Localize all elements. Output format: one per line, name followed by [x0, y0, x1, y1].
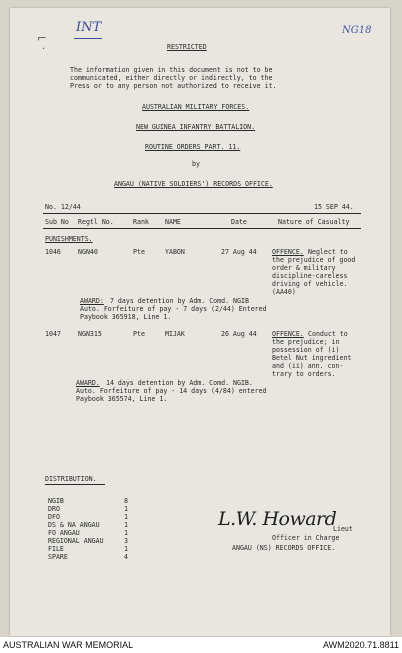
handwritten-int-mark: INT — [76, 20, 102, 35]
entry-1-regtl-no: NGN40 — [78, 248, 98, 256]
distribution-item-qty: 1 — [124, 513, 128, 521]
header-line-1: AUSTRALIAN MILITARY FORCES. — [142, 103, 250, 111]
distribution-item-name: NGIB — [48, 497, 64, 505]
distribution-item-name: REGIONAL ANGAU — [48, 537, 104, 545]
entry-1-rank: Pte — [133, 248, 145, 256]
entry-2-rank: Pte — [133, 330, 145, 338]
signature-office: ANGAU (NS) RECORDS OFFICE. — [232, 544, 336, 552]
entry-1-casualty-line-5: driving of vehicle. — [272, 280, 348, 288]
handwritten-tick: ⌐ — [37, 31, 48, 45]
column-header-rank: Rank — [133, 218, 149, 226]
entry-1-casualty-line-4: discipline-careless — [272, 272, 348, 280]
column-header-regtl-no: Regtl No. — [78, 218, 114, 226]
footer-accession-number: AWM2020.71.8811 — [322, 640, 399, 650]
header-line-3: ROUTINE ORDERS PART. 11. — [145, 143, 241, 151]
entry-1-award-line-2: Auto. Forfeiture of pay - 7 days (2/44) Entered — [80, 305, 267, 313]
entry-1-award-line-1: 7 days detention by Adm. Comd. NGIB — [106, 297, 249, 305]
notice-line-2: communicated, either directly or indirectly, to the — [70, 74, 273, 82]
handwritten-corner-code: NG18 — [342, 25, 372, 36]
distribution-item-qty: 4 — [124, 553, 128, 561]
entry-2-casualty-line-4: Betel Nut ingredient — [272, 354, 352, 362]
footer-institution: AUSTRALIAN WAR MEMORIAL — [3, 640, 134, 650]
classification-label: RESTRICTED — [167, 43, 207, 51]
handwritten-signature: L.W. Howard — [218, 508, 337, 530]
notice-line-1: The information given in this document is not to be — [70, 66, 273, 74]
order-number: No. 12/44 — [45, 203, 81, 211]
entry-1-casualty-line-3: order & military — [272, 264, 336, 272]
column-header-nature: Nature of Casualty — [278, 218, 350, 226]
notice-line-3: Press or to any person not authorized to receive it. — [70, 82, 277, 90]
entry-2-name: MIJAK — [165, 330, 185, 338]
signature-role: Officer in Charge — [272, 534, 340, 542]
order-date: 15 SEP 44. — [314, 203, 354, 211]
entry-2-sub-no: 1047 — [45, 330, 61, 338]
entry-2-casualty-line-1: Conduct to — [308, 330, 348, 338]
entry-2-offence-label: OFFENCE. — [272, 330, 304, 338]
distribution-title-underline — [45, 484, 105, 485]
entry-2-casualty-line-2: the prejudice; in — [272, 338, 340, 346]
column-header-name: NAME — [165, 218, 181, 226]
entry-1-date: 27 Aug 44 — [221, 248, 257, 256]
entry-1-casualty-line-2: the prejudice of good — [272, 256, 356, 264]
document-page — [10, 8, 390, 636]
entry-2-award-line-1: 14 days detention by Adm. Comd. NGIB. — [102, 379, 253, 387]
int-underline — [74, 38, 102, 39]
distribution-item-qty: 1 — [124, 505, 128, 513]
column-header-sub-no: Sub No — [45, 218, 69, 226]
entry-2-date: 26 Aug 44 — [221, 330, 257, 338]
distribution-item-name: DRO — [48, 505, 60, 513]
entry-1-award-line-3: Paybook 365918, Line 1. — [80, 313, 172, 321]
distribution-item-name: FO ANGAU — [48, 529, 80, 537]
entry-2-casualty-line-6: trary to orders. — [272, 370, 336, 378]
distribution-item-name: DFO — [48, 513, 60, 521]
distribution-item-qty: 1 — [124, 521, 128, 529]
distribution-item-qty: 8 — [124, 497, 128, 505]
entry-2-casualty-line-3: possession of (i) — [272, 346, 340, 354]
entry-2-regtl-no: NGN315 — [78, 330, 102, 338]
entry-2-award-line-2: Auto. Forfeiture of pay - 14 days (4/84) entered — [76, 387, 267, 395]
entry-2-award-line-3: Paybook 365574, Line 1. — [76, 395, 168, 403]
entry-2-casualty-line-5: and (ii) ann. con- — [272, 362, 344, 370]
entry-1-name: YABON — [165, 248, 185, 256]
entry-1-casualty-line-1: Neglect to — [308, 248, 348, 256]
entry-1-sub-no: 1046 — [45, 248, 61, 256]
header-line-5: ANGAU (NATIVE SOLDIERS') RECORDS OFFICE. — [114, 180, 273, 188]
handwritten-dot: · — [42, 44, 46, 55]
distribution-item-name: DS & NA ANGAU — [48, 521, 100, 529]
entry-1-casualty-line-6: (AA40) — [272, 288, 296, 296]
header-line-2: NEW GUINEA INFANTRY BATTALION. — [136, 123, 256, 131]
distribution-item-name: SPARE — [48, 553, 68, 561]
section-title-punishments: PUNISHMENTS. — [45, 235, 93, 243]
entry-1-offence-label: OFFENCE. — [272, 248, 304, 256]
distribution-title: DISTRIBUTION. — [45, 475, 97, 483]
signature-rank: Lieut — [333, 525, 353, 533]
entry-2-award-label: AWARD. — [76, 379, 100, 387]
entry-1-award-label: AWARD: — [80, 297, 104, 305]
distribution-item-qty: 1 — [124, 545, 128, 553]
distribution-item-name: FILE — [48, 545, 64, 553]
rule-under-headers — [43, 228, 361, 229]
header-line-4: by — [192, 160, 200, 168]
column-header-date: Date — [231, 218, 247, 226]
distribution-item-qty: 1 — [124, 529, 128, 537]
rule-top — [43, 213, 361, 214]
archive-footer — [0, 637, 402, 653]
distribution-item-qty: 3 — [124, 537, 128, 545]
